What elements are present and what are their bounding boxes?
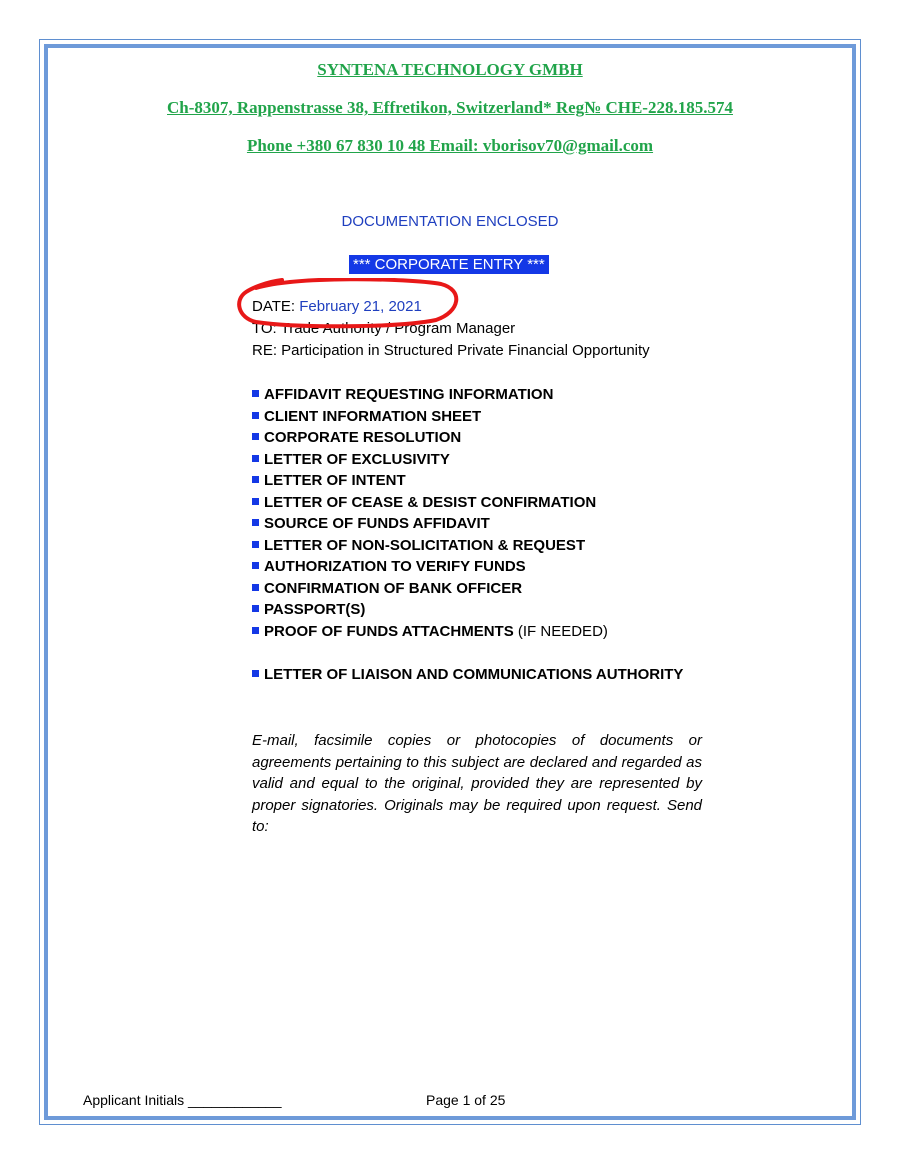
- company-contact: Phone +380 67 830 10 48 Email: vborisov70@gmail.com: [246, 136, 654, 155]
- date-label: DATE:: [252, 298, 296, 315]
- documentation-enclosed-heading: DOCUMENTATION ENCLOSED: [341, 213, 559, 230]
- to-line: TO: Trade Authority / Program Manager: [252, 320, 516, 337]
- company-name: SYNTENA TECHNOLOGY GMBH: [317, 60, 583, 79]
- company-address: Ch-8307, Rappenstrasse 38, Effretikon, Switzerland* Reg№ CHE-228.185.574: [167, 98, 733, 117]
- list-item: LETTER OF EXCLUSIVITY: [252, 451, 450, 468]
- bullet-icon: [252, 390, 259, 397]
- list-item: LETTER OF NON-SOLICITATION & REQUEST: [252, 537, 585, 554]
- validity-paragraph: E-mail, facsimile copies or photocopies of documents or agreements pertaining to this subject are declared and regarded as valid and equal to the original, provided they are represented by proper signatories. Originals may be required upon request. Send to:: [252, 732, 702, 835]
- page-number: Page 1 of 25: [426, 1092, 506, 1108]
- bullet-icon: [252, 455, 259, 462]
- list-item: CONFIRMATION OF BANK OFFICER: [252, 580, 522, 597]
- bullet-icon: [252, 627, 259, 634]
- bullet-icon: [252, 412, 259, 419]
- list-item: AUTHORIZATION TO VERIFY FUNDS: [252, 558, 526, 575]
- bullet-icon: [252, 476, 259, 483]
- list-item: PASSPORT(S): [252, 601, 365, 618]
- bullet-icon: [252, 519, 259, 526]
- list-item: AFFIDAVIT REQUESTING INFORMATION: [252, 386, 553, 403]
- list-item-liaison: LETTER OF LIAISON AND COMMUNICATIONS AUTHORITY: [252, 666, 683, 683]
- list-item: CLIENT INFORMATION SHEET: [252, 408, 481, 425]
- bullet-icon: [252, 433, 259, 440]
- applicant-initials: Applicant Initials ____________: [83, 1092, 282, 1108]
- list-item: LETTER OF INTENT: [252, 472, 406, 489]
- bullet-icon: [252, 605, 259, 612]
- item-note: (IF NEEDED): [517, 623, 608, 640]
- red-annotation-circle: [236, 278, 464, 330]
- list-item: SOURCE OF FUNDS AFFIDAVIT: [252, 515, 490, 532]
- list-item: LETTER OF CEASE & DESIST CONFIRMATION: [252, 494, 596, 511]
- list-item: CORPORATE RESOLUTION: [252, 429, 461, 446]
- re-line: RE: Participation in Structured Private Financial Opportunity: [252, 342, 650, 359]
- bullet-icon: [252, 562, 259, 569]
- date-value: February 21, 2021: [299, 298, 422, 315]
- bullet-icon: [252, 498, 259, 505]
- bullet-icon: [252, 584, 259, 591]
- list-item: PROOF OF FUNDS ATTACHMENTS (IF NEEDED): [252, 623, 608, 640]
- corporate-entry-badge: *** CORPORATE ENTRY ***: [349, 255, 549, 274]
- bullet-icon: [252, 541, 259, 548]
- bullet-icon: [252, 670, 259, 677]
